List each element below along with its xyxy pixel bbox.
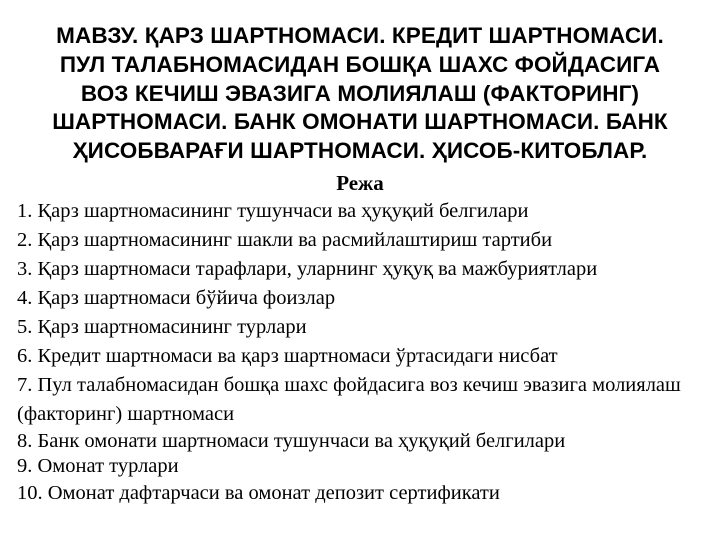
plan-item: 1. Қарз шартномасининг тушунчаси ва ҳуқуқий белгилари [17,200,529,222]
title-line: ҲИСОБВАРАҒИ ШАРТНОМАСИ. ҲИСОБ-КИТОБЛАР. [72,138,648,164]
slide-title [8,22,712,166]
title-line: ПУЛ ТАЛАБНОМАСИДАН БОШҚА ШАХС ФОЙДАСИГА [59,51,661,77]
plan-item: 7. Пул талабномасидан бошқа шахс фойдасига воз кечиш эвазига молиялаш (факторинг) шартномаси [17,374,681,425]
title-line: ВОЗ КЕЧИШ ЭВАЗИГА МОЛИЯЛАШ (ФАКТОРИНГ) [80,80,640,106]
plan-item: 2. Қарз шартномасининг шакли ва расмийлаштириш тартиби [17,229,553,251]
plan-item: 8. Банк омонати шартномаси тушунчаси ва ҳуқуқий белгилари [17,430,566,452]
title-line: МАВЗУ. ҚАРЗ ШАРТНОМАСИ. КРЕДИТ ШАРТНОМАСИ. [56,23,664,48]
title-line: ШАРТНОМАСИ. БАНК ОМОНАТИ ШАРТНОМАСИ. БАНК [52,109,668,135]
plan-item: 10. Омонат дафтарчаси ва омонат депозит сертификати [17,482,500,504]
plan-item: 6. Кредит шартномаси ва қарз шартномаси ўртасидаги нисбат [17,345,558,367]
plan-item: 9. Омонат турлари [17,455,179,477]
plan-list [17,197,715,508]
plan-item: 4. Қарз шартномаси бўйича фоизлар [17,287,336,309]
plan-item: 5. Қарз шартномасининг турлари [17,316,307,338]
plan-heading: Режа [336,171,384,195]
plan-item: 3. Қарз шартномаси тарафлари, уларнинг ҳуқуқ ва мажбуриятлари [17,258,598,280]
